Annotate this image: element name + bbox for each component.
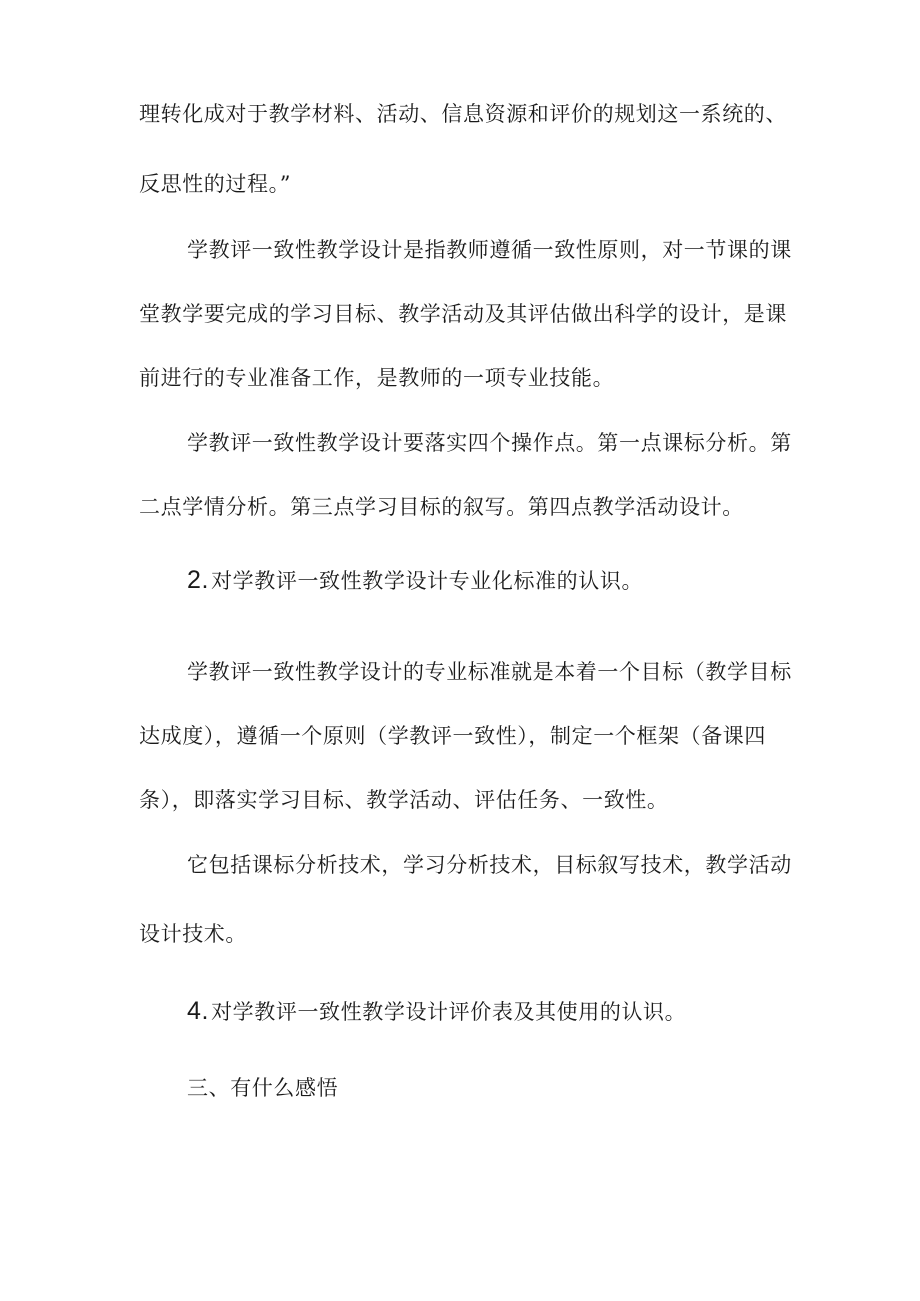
heading-number: 2. — [187, 566, 210, 594]
section-heading-3: 三、有什么感悟 — [187, 1076, 339, 1100]
paragraph-line: 达成度），遵循一个原则（学教评一致性），制定一个框架（备课四 — [139, 724, 766, 748]
paragraph-line: 它包括课标分析技术，学习分析技术，目标叙写技术，教学活动 — [187, 853, 792, 877]
paragraph-line: 学教评一致性教学设计是指教师遵循一致性原则，对一节课的课 — [187, 238, 792, 262]
paragraph-line: 二点学情分析。第三点学习目标的叙写。第四点教学活动设计。 — [139, 495, 744, 519]
paragraph-line: 反思性的过程。” — [139, 172, 292, 196]
section-heading-4 — [187, 997, 686, 1026]
paragraph-line: 前进行的专业准备工作，是教师的一项专业技能。 — [139, 366, 615, 390]
paragraph-line: 学教评一致性教学设计要落实四个操作点。第一点课标分析。第 — [187, 431, 792, 455]
section-heading-2 — [187, 566, 643, 595]
heading-number: 4. — [187, 997, 210, 1025]
paragraph-line: 学教评一致性教学设计的专业标准就是本着一个目标（教学目标 — [187, 660, 792, 684]
heading-text: 对学教评一致性教学设计专业化标准的认识。 — [211, 569, 644, 593]
paragraph-line: 设计技术。 — [139, 922, 247, 946]
paragraph-line: 堂教学要完成的学习目标、教学活动及其评估做出科学的设计，是课 — [139, 302, 787, 326]
heading-text: 对学教评一致性教学设计评价表及其使用的认识。 — [211, 1000, 687, 1024]
paragraph-line: 理转化成对于教学材料、活动、信息资源和评价的规划这一系统的、 — [139, 102, 787, 126]
paragraph-line: 条），即落实学习目标、教学活动、评估任务、一致性。 — [139, 788, 669, 812]
